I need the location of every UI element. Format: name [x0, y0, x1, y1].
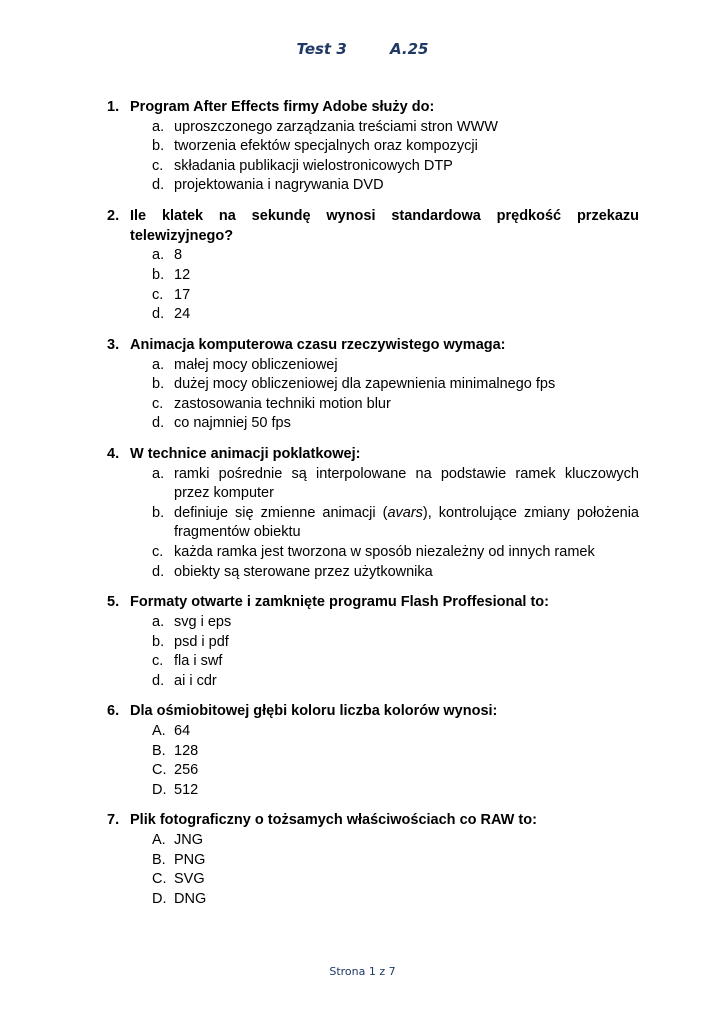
option-text: 24	[174, 306, 191, 323]
question-item	[107, 702, 639, 800]
option-letter: b.	[152, 633, 165, 650]
option-text: psd i pdf	[174, 633, 229, 650]
answer-option	[107, 395, 639, 415]
question-text: Program After Effects firmy Adobe służy do:	[130, 99, 435, 115]
option-text: fla i swf	[174, 653, 223, 670]
option-text: uproszczonego zarządzania treściami stron WWW	[174, 118, 498, 135]
option-letter: b.	[152, 504, 165, 521]
option-letter: c.	[152, 544, 164, 561]
question-heading	[107, 811, 639, 831]
option-text: tworzenia efektów specjalnych oraz kompozycji	[174, 138, 478, 155]
answer-option	[107, 563, 639, 583]
option-text: JNG	[174, 832, 203, 849]
answer-options	[107, 831, 639, 909]
answer-options	[107, 118, 639, 196]
answer-options	[107, 356, 639, 434]
option-text-part: definiuje się zmienne animacji (	[174, 504, 388, 521]
question-number: 7.	[107, 812, 120, 829]
option-text: małej mocy obliczeniowej	[174, 356, 338, 373]
answer-option	[107, 831, 639, 851]
option-text: dużej mocy obliczeniowej dla zapewnienia minimalnego fps	[174, 376, 556, 393]
question-item	[107, 811, 639, 909]
option-letter: d.	[152, 415, 165, 432]
option-letter: A.	[152, 722, 166, 739]
question-list	[107, 98, 639, 920]
option-letter: a.	[152, 247, 165, 264]
option-text: 12	[174, 267, 191, 284]
answer-option	[107, 375, 639, 395]
question-number: 2.	[107, 208, 120, 225]
option-text: co najmniej 50 fps	[174, 415, 291, 432]
page-header	[0, 40, 725, 58]
question-number: 5.	[107, 594, 120, 611]
option-letter: b.	[152, 138, 165, 155]
question-text: Plik fotograficzny o tożsamych właściwościach co RAW to:	[130, 812, 537, 829]
question-number: 1.	[107, 99, 120, 115]
answer-option	[107, 465, 639, 504]
answer-option	[107, 118, 639, 138]
option-letter: b.	[152, 267, 165, 284]
option-letter: d.	[152, 177, 165, 194]
option-letter: c.	[152, 395, 164, 412]
option-text: PNG	[174, 851, 206, 868]
answer-options	[107, 465, 639, 583]
question-heading	[107, 445, 639, 465]
option-text: ai i cdr	[174, 672, 217, 689]
answer-option	[107, 722, 639, 742]
answer-option	[107, 356, 639, 376]
question-number: 6.	[107, 703, 120, 720]
option-letter: D.	[152, 781, 167, 798]
option-letter: b.	[152, 376, 165, 393]
option-text: składania publikacji wielostronicowych DTP	[174, 157, 453, 174]
option-letter: A.	[152, 832, 166, 849]
option-letter: d.	[152, 672, 165, 689]
answer-option	[107, 613, 639, 633]
question-item	[107, 445, 639, 582]
question-heading	[107, 98, 639, 118]
question-item	[107, 98, 639, 196]
answer-option	[107, 137, 639, 157]
option-text: 8	[174, 247, 183, 264]
option-text: 64	[174, 722, 191, 739]
option-letter: a.	[152, 613, 165, 630]
answer-option	[107, 781, 639, 801]
question-number: 3.	[107, 336, 120, 353]
answer-option	[107, 652, 639, 672]
option-letter: a.	[152, 465, 165, 482]
option-letter: a.	[152, 356, 165, 373]
option-letter: d.	[152, 306, 165, 323]
option-letter: D.	[152, 890, 167, 907]
answer-options	[107, 722, 639, 800]
page-number: Strona 1 z 7	[329, 965, 396, 978]
question-heading	[107, 702, 639, 722]
answer-option	[107, 761, 639, 781]
option-text: każda ramka jest tworzona w sposób niezależny od innych ramek	[174, 544, 595, 561]
question-text: W technice animacji poklatkowej:	[130, 445, 361, 462]
option-letter: d.	[152, 563, 165, 580]
option-text: 17	[174, 286, 191, 303]
option-text: projektowania i nagrywania DVD	[174, 177, 384, 194]
question-heading	[107, 336, 639, 356]
answer-option	[107, 286, 639, 306]
question-heading	[107, 207, 639, 246]
answer-option	[107, 543, 639, 563]
question-item	[107, 207, 639, 325]
option-text: 512	[174, 781, 199, 798]
option-letter: a.	[152, 118, 165, 135]
answer-option	[107, 246, 639, 266]
option-text: ramki pośrednie są interpolowane na podstawie ramek kluczowych przez komputer	[174, 465, 639, 502]
question-item	[107, 336, 639, 434]
option-text: SVG	[174, 871, 205, 888]
answer-option	[107, 742, 639, 762]
answer-option	[107, 176, 639, 196]
answer-option	[107, 305, 639, 325]
test-title: Test 3	[296, 40, 347, 58]
answer-option	[107, 157, 639, 177]
answer-option	[107, 266, 639, 286]
option-text	[174, 504, 639, 543]
option-text: zastosowania techniki motion blur	[174, 395, 391, 412]
answer-option	[107, 851, 639, 871]
option-text: 128	[174, 742, 199, 759]
option-letter: c.	[152, 157, 164, 174]
question-text: Ile klatek na sekundę wynosi standardowa prędkość przekazu telewizyjnego?	[130, 208, 639, 244]
option-letter: c.	[152, 653, 164, 670]
option-text: DNG	[174, 890, 207, 907]
exam-code: A.25	[390, 40, 429, 58]
option-letter: c.	[152, 286, 164, 303]
answer-option	[107, 890, 639, 910]
question-item	[107, 593, 639, 691]
option-text: obiekty są sterowane przez użytkownika	[174, 563, 433, 580]
answer-option	[107, 414, 639, 434]
option-letter: C.	[152, 762, 167, 779]
option-text: 256	[174, 762, 199, 779]
question-number: 4.	[107, 445, 120, 462]
question-text: Dla ośmiobitowej głębi koloru liczba kolorów wynosi:	[130, 703, 498, 720]
option-letter: C.	[152, 871, 167, 888]
option-text-emphasis: avars	[387, 504, 423, 521]
option-letter: B.	[152, 742, 166, 759]
answer-option	[107, 633, 639, 653]
option-letter: B.	[152, 851, 166, 868]
answer-options	[107, 613, 639, 691]
question-heading	[107, 593, 639, 613]
answer-option	[107, 504, 639, 543]
option-text: svg i eps	[174, 613, 232, 630]
answer-option	[107, 672, 639, 692]
question-text: Animacja komputerowa czasu rzeczywistego wymaga:	[130, 336, 506, 353]
question-text: Formaty otwarte i zamknięte programu Flash Proffesional to:	[130, 594, 549, 611]
option-text-part: ), kontrolujące zmiany położenia fragmentów obiektu	[174, 504, 639, 541]
answer-options	[107, 246, 639, 324]
answer-option	[107, 870, 639, 890]
